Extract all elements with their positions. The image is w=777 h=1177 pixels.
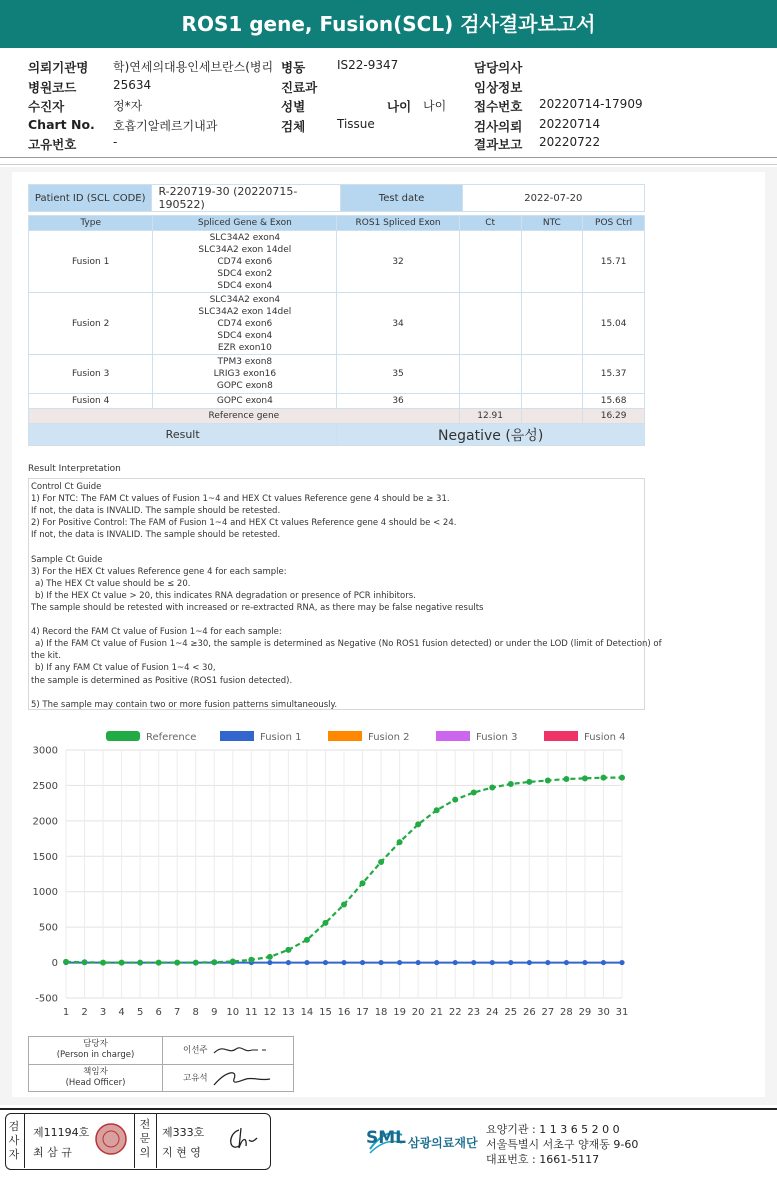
x-tick-label: 17 bbox=[356, 1007, 369, 1018]
data-point bbox=[397, 839, 403, 845]
specialist-signature-icon bbox=[225, 1124, 261, 1154]
row-pos: 15.68 bbox=[583, 394, 645, 409]
data-point bbox=[453, 960, 458, 965]
gene-item: TPM3 exon8 bbox=[217, 357, 273, 367]
x-tick-label: 27 bbox=[541, 1007, 555, 1018]
patient-id-value: R-220719-30 (20220715-190522) bbox=[152, 185, 341, 212]
head-label-en: (Head Officer) bbox=[65, 1077, 126, 1088]
x-tick-label: 7 bbox=[174, 1007, 181, 1018]
data-point bbox=[63, 959, 69, 965]
data-point bbox=[545, 960, 550, 965]
gene-item: GOPC exon4 bbox=[216, 396, 273, 406]
hdr-value-report-date: 20220722 bbox=[539, 135, 601, 149]
hdr-value-request-date: 20220714 bbox=[539, 117, 601, 131]
x-tick-label: 12 bbox=[263, 1007, 277, 1018]
reference-label: Reference gene bbox=[29, 409, 460, 424]
head-officer-label bbox=[29, 1064, 163, 1092]
cert-divider-3 bbox=[156, 1113, 157, 1168]
data-point bbox=[416, 960, 421, 965]
data-point bbox=[378, 960, 383, 965]
gene-item: SLC34A2 exon 14del bbox=[198, 306, 292, 317]
hdr-label-institution: 의뢰기관명 bbox=[28, 60, 89, 75]
specialist-vertical-label: 전문의 bbox=[139, 1118, 151, 1159]
hdr-value-institution: 학)연세의대용인세브란스(병리 bbox=[113, 60, 274, 74]
data-point bbox=[174, 960, 180, 966]
hdr-value-patient: 정*자 bbox=[113, 99, 143, 113]
data-point bbox=[323, 960, 328, 965]
gene-item: SLC34A2 exon4 bbox=[209, 294, 281, 305]
row-type: Fusion 3 bbox=[29, 355, 153, 394]
x-tick-label: 31 bbox=[615, 1007, 629, 1018]
row-exon: 36 bbox=[337, 394, 459, 409]
data-point bbox=[360, 880, 366, 886]
data-point bbox=[230, 959, 236, 965]
hdr-value-chart-no: 호흡기알레르기내과 bbox=[113, 119, 218, 133]
x-tick-label: 21 bbox=[430, 1007, 444, 1018]
x-tick-label: 24 bbox=[485, 1007, 499, 1018]
row-exon: 35 bbox=[337, 355, 459, 394]
x-tick-label: 11 bbox=[244, 1007, 258, 1018]
data-point bbox=[156, 960, 162, 966]
gene-item: GOPC exon8 bbox=[216, 381, 273, 391]
data-point bbox=[304, 960, 309, 965]
gene-item: LRIG3 exon16 bbox=[213, 369, 277, 379]
y-tick-label: 2000 bbox=[32, 816, 58, 828]
cert-divider-2 bbox=[134, 1113, 135, 1168]
data-point bbox=[82, 959, 88, 965]
data-point bbox=[526, 779, 532, 785]
x-tick-label: 29 bbox=[578, 1007, 592, 1018]
legend-label: Fusion 1 bbox=[260, 732, 302, 743]
head-officer-sign bbox=[163, 1064, 294, 1092]
interp-line: b) If the HEX Ct value > 20, this indicates RNA degradation or presence of PCR inhibitors. bbox=[35, 590, 416, 601]
legend-label: Fusion 4 bbox=[584, 732, 626, 743]
interp-line: 2) For Positive Control: The FAM of Fusion 1~4 and HEX Ct values Reference gene 4 should be < 24. bbox=[31, 518, 457, 529]
y-tick-label: 1500 bbox=[32, 851, 58, 863]
x-tick-label: 9 bbox=[211, 1007, 218, 1018]
data-point bbox=[564, 960, 569, 965]
hdr-value-hospital-code: 25634 bbox=[113, 78, 152, 92]
inspector-seal-icon bbox=[94, 1122, 128, 1156]
x-tick-label: 19 bbox=[393, 1007, 406, 1018]
hdr-value-age: 나이 bbox=[423, 99, 447, 113]
org-code: 요양기관 : 1 1 3 6 5 2 0 0 bbox=[486, 1123, 620, 1136]
charge-label-ko: 담당자 bbox=[83, 1039, 108, 1050]
reference-ct: 12.91 bbox=[459, 409, 521, 424]
footer-divider bbox=[0, 1108, 777, 1110]
result-value: Negative (음성) bbox=[337, 424, 645, 446]
data-point bbox=[211, 959, 217, 965]
x-tick-label: 13 bbox=[282, 1007, 295, 1018]
specialist-license-no: 제333호 bbox=[162, 1126, 205, 1139]
x-tick-label: 26 bbox=[522, 1007, 536, 1018]
interp-line: Control Ct Guide bbox=[31, 482, 102, 492]
x-tick-label: 14 bbox=[300, 1007, 314, 1018]
x-tick-label: 2 bbox=[81, 1007, 88, 1018]
row-type: Fusion 4 bbox=[29, 394, 153, 409]
hdr-value-receipt-no: 20220714-17909 bbox=[539, 97, 643, 111]
x-tick-label: 1 bbox=[62, 1007, 70, 1018]
row-pos: 15.04 bbox=[583, 293, 645, 355]
x-tick-label: 3 bbox=[99, 1007, 107, 1018]
x-tick-label: 15 bbox=[319, 1007, 332, 1018]
inspector-vertical-label: 검사자 bbox=[8, 1120, 20, 1161]
data-point bbox=[434, 960, 439, 965]
data-point bbox=[267, 954, 273, 960]
gene-item: SDC4 exon4 bbox=[217, 330, 273, 341]
row-type: Fusion 1 bbox=[29, 231, 153, 293]
head-signature-icon bbox=[210, 1067, 274, 1089]
data-point bbox=[285, 947, 291, 953]
data-point bbox=[248, 957, 254, 963]
y-tick-label: 1000 bbox=[32, 887, 58, 899]
interp-line: If not, the data is INVALID. The sample should be retested. bbox=[31, 506, 281, 517]
interp-line: the sample is determined as Positive (ROS1 fusion detected). bbox=[31, 675, 293, 686]
x-tick-label: 10 bbox=[226, 1007, 240, 1018]
head-name: 고유석 bbox=[183, 1073, 208, 1084]
data-point bbox=[619, 960, 624, 965]
charge-name: 이선주 bbox=[183, 1045, 208, 1056]
interp-line: a) The HEX Ct value should be ≤ 20. bbox=[35, 578, 191, 589]
test-date-label: Test date bbox=[341, 185, 462, 212]
data-point bbox=[397, 960, 402, 965]
interp-line: 5) The sample may contain two or more fusion patterns simultaneously. bbox=[31, 699, 338, 710]
result-label: Result bbox=[29, 424, 337, 446]
legend-marker bbox=[107, 733, 113, 739]
signature-table bbox=[28, 1036, 294, 1092]
head-label-ko: 책임자 bbox=[83, 1066, 108, 1077]
org-name: 삼광의료재단 bbox=[408, 1136, 478, 1150]
hdr-label-hospital-code: 병원코드 bbox=[28, 80, 77, 95]
hdr-label-patient: 수진자 bbox=[28, 99, 65, 114]
legend-swatch bbox=[328, 731, 362, 741]
col-ntc: NTC bbox=[521, 216, 583, 231]
data-point bbox=[563, 776, 569, 782]
org-phone: 대표번호 : 1661-5117 bbox=[486, 1153, 600, 1166]
inspector-name: 최 삼 규 bbox=[33, 1146, 72, 1159]
data-point bbox=[601, 960, 606, 965]
row-exon: 32 bbox=[337, 231, 459, 293]
hdr-label-specimen: 검체 bbox=[281, 119, 306, 134]
specialist-name: 지 현 영 bbox=[162, 1146, 201, 1159]
x-tick-label: 28 bbox=[560, 1007, 573, 1018]
person-in-charge-label bbox=[29, 1037, 163, 1065]
legend-label: Fusion 3 bbox=[476, 732, 518, 743]
reference-pos: 16.29 bbox=[583, 409, 645, 424]
interp-line: b) If any FAM Ct value of Fusion 1~4 < 30, bbox=[35, 663, 216, 674]
x-tick-label: 23 bbox=[467, 1007, 481, 1018]
patient-id-label: Patient ID (SCL CODE) bbox=[29, 185, 152, 212]
row-type: Fusion 2 bbox=[29, 293, 153, 355]
x-tick-label: 30 bbox=[597, 1007, 610, 1018]
charge-signature-icon bbox=[210, 1041, 270, 1059]
gene-item: CD74 exon6 bbox=[217, 318, 273, 329]
legend-marker bbox=[134, 733, 140, 739]
x-tick-label: 25 bbox=[504, 1007, 518, 1018]
data-point bbox=[322, 920, 328, 926]
interp-line: Sample Ct Guide bbox=[31, 554, 103, 565]
col-ct: Ct bbox=[459, 216, 521, 231]
hdr-label-chart-no: Chart No. bbox=[28, 117, 95, 132]
interp-line: 3) For the HEX Ct values Reference gene 4 for each sample: bbox=[31, 566, 287, 577]
data-point bbox=[545, 777, 551, 783]
legend-swatch bbox=[544, 731, 578, 741]
legend-swatch bbox=[220, 731, 254, 741]
report-title: ROS1 gene, Fusion(SCL) 검사결과보고서 bbox=[0, 0, 777, 48]
data-point bbox=[304, 937, 310, 943]
interp-line: The sample should be retested with increased or re-extracted RNA, as there may be false negative results bbox=[31, 602, 484, 613]
data-point bbox=[490, 960, 495, 965]
data-point bbox=[267, 960, 272, 965]
data-point bbox=[100, 960, 106, 966]
gene-item: CD74 exon6 bbox=[217, 256, 273, 267]
x-tick-label: 5 bbox=[136, 1007, 144, 1018]
legend-label: Reference bbox=[146, 732, 197, 743]
y-tick-label: 2500 bbox=[32, 780, 58, 792]
x-tick-label: 18 bbox=[374, 1007, 388, 1018]
data-point bbox=[378, 859, 384, 865]
col-pos-ctrl: POS Ctrl bbox=[583, 216, 645, 231]
hdr-label-clinical-info: 임상정보 bbox=[474, 80, 523, 95]
hdr-value-specimen: Tissue bbox=[337, 117, 375, 131]
data-point bbox=[582, 960, 587, 965]
col-ros1-exon: ROS1 Spliced Exon bbox=[337, 216, 459, 231]
interp-line: 4) Record the FAM Ct value of Fusion 1~4 for each sample: bbox=[31, 627, 282, 638]
y-tick-label: 500 bbox=[38, 922, 58, 934]
data-point bbox=[508, 960, 513, 965]
gene-item: SDC4 exon4 bbox=[217, 280, 273, 291]
y-tick-label: 3000 bbox=[32, 745, 58, 757]
hdr-label-department: 진료과 bbox=[281, 80, 318, 95]
row-pos: 15.37 bbox=[583, 355, 645, 394]
x-tick-label: 6 bbox=[155, 1007, 162, 1018]
gene-item: SLC34A2 exon4 bbox=[209, 232, 281, 243]
interp-line: If not, the data is INVALID. The sample should be retested. bbox=[31, 530, 281, 541]
gene-item: EZR exon10 bbox=[217, 342, 272, 353]
data-point bbox=[193, 960, 199, 966]
data-point bbox=[341, 960, 346, 965]
cert-divider-1 bbox=[24, 1113, 25, 1168]
data-point bbox=[471, 790, 477, 796]
hdr-label-sex: 성별 bbox=[281, 99, 306, 114]
data-point bbox=[489, 785, 495, 791]
data-point bbox=[452, 797, 458, 803]
x-tick-label: 4 bbox=[118, 1007, 125, 1018]
x-tick-label: 16 bbox=[337, 1007, 351, 1018]
data-point bbox=[360, 960, 365, 965]
interpretation-title: Result Interpretation bbox=[28, 464, 121, 474]
y-tick-label: 0 bbox=[51, 958, 58, 970]
legend-marker bbox=[116, 733, 122, 739]
data-point bbox=[341, 901, 347, 907]
inspector-license-no: 제11194호 bbox=[33, 1126, 90, 1139]
data-point bbox=[415, 821, 421, 827]
legend-swatch bbox=[436, 731, 470, 741]
hdr-label-ward: 병동 bbox=[281, 60, 306, 75]
data-point bbox=[600, 775, 606, 781]
interp-line: the kit. bbox=[31, 651, 61, 662]
hdr-label-request-date: 검사의뢰 bbox=[474, 119, 523, 134]
col-type: Type bbox=[29, 216, 153, 231]
hdr-label-report-date: 결과보고 bbox=[474, 137, 523, 152]
data-point bbox=[137, 960, 143, 966]
legend-label: Fusion 2 bbox=[368, 732, 410, 743]
data-point bbox=[582, 775, 588, 781]
data-point bbox=[286, 960, 291, 965]
interp-line: a) If the FAM Ct value of Fusion 1~4 ≥30, the sample is determined as Negative (No ROS1 fusion detected) or under the LOD (limit of Detection) of bbox=[35, 639, 662, 650]
test-date-value: 2022-07-20 bbox=[462, 185, 644, 212]
row-exon: 34 bbox=[337, 293, 459, 355]
y-tick-label: -500 bbox=[35, 993, 58, 1005]
data-point bbox=[619, 775, 625, 781]
hdr-label-receipt-no: 접수번호 bbox=[474, 99, 523, 114]
data-point bbox=[119, 960, 125, 966]
data-point bbox=[434, 807, 440, 813]
hdr-value-ward: IS22-9347 bbox=[337, 58, 399, 72]
x-tick-label: 8 bbox=[192, 1007, 199, 1018]
legend-marker bbox=[125, 733, 131, 739]
x-tick-label: 22 bbox=[448, 1007, 462, 1018]
hdr-label-age: 나이 bbox=[387, 99, 412, 114]
charge-label-en: (Person in charge) bbox=[56, 1050, 135, 1061]
org-abbr: SML bbox=[366, 1128, 406, 1148]
data-point bbox=[471, 960, 476, 965]
x-tick-label: 20 bbox=[411, 1007, 425, 1018]
gene-item: SLC34A2 exon 14del bbox=[198, 244, 292, 255]
row-pos: 15.71 bbox=[583, 231, 645, 293]
hdr-value-unique-no: - bbox=[113, 135, 118, 149]
hdr-label-unique-no: 고유번호 bbox=[28, 137, 77, 152]
hdr-label-doctor: 담당의사 bbox=[474, 60, 523, 75]
gene-item: SDC4 exon2 bbox=[217, 268, 273, 279]
data-point bbox=[527, 960, 532, 965]
data-point bbox=[508, 781, 514, 787]
person-in-charge-sign bbox=[163, 1037, 294, 1065]
interp-line: 1) For NTC: The FAM Ct values of Fusion 1~4 and HEX Ct values Reference gene 4 should be ≥ 31. bbox=[31, 494, 450, 505]
col-spliced-gene: Spliced Gene & Exon bbox=[153, 216, 337, 231]
org-address: 서울특별시 서초구 양재동 9-60 bbox=[486, 1138, 639, 1151]
